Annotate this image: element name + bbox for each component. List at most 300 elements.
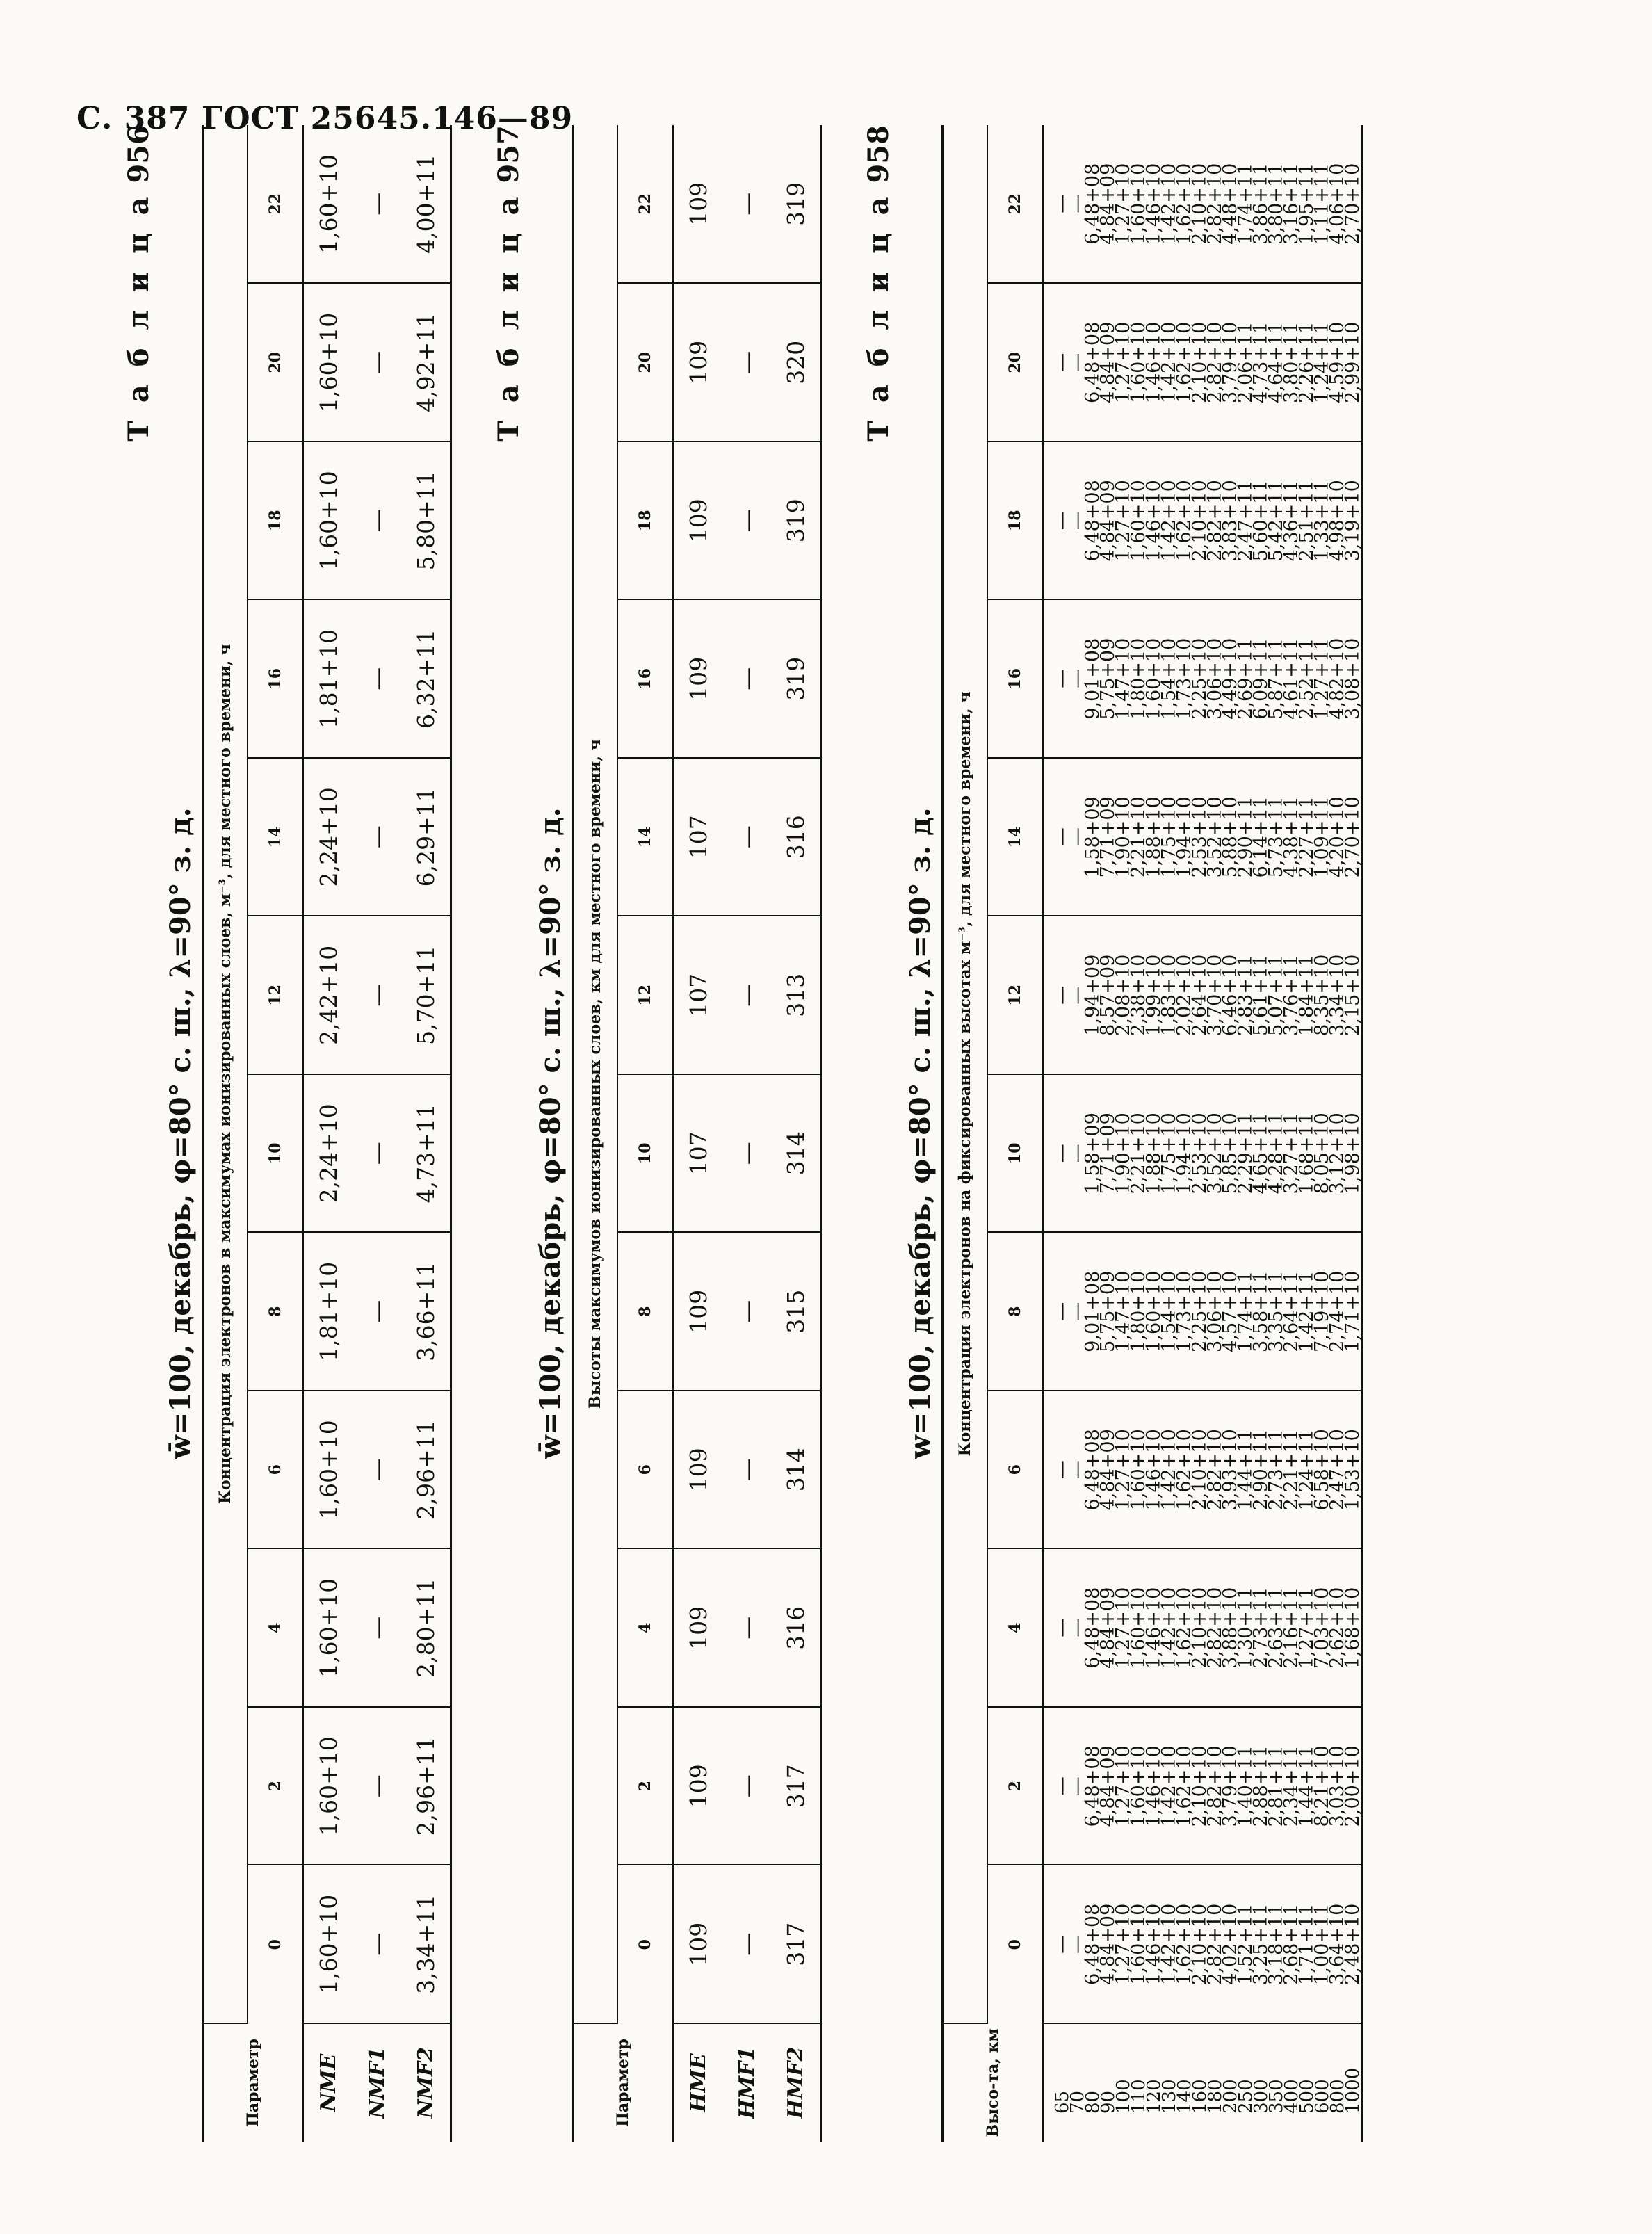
value-cell: 3,66+11: [401, 1233, 451, 1391]
value-column: [1043, 1391, 1362, 1549]
value-cell: 6,46+10: [1220, 954, 1241, 1036]
value-cell: 7,03+10: [1311, 1587, 1333, 1669]
value-cell: 3,06+10: [1204, 638, 1226, 720]
value-cell: 4,98+10: [1327, 480, 1348, 562]
hour-header: 12: [248, 916, 303, 1075]
value-cell: 314: [771, 1391, 821, 1549]
page-number: С. 387: [76, 101, 191, 136]
hour-header: 6: [248, 1391, 303, 1549]
value-cell: 3,52+10: [1204, 1112, 1226, 1195]
value-cell: —: [1051, 827, 1073, 847]
value-cell: 1,42+11: [1296, 1270, 1318, 1352]
value-cell: 1,73+10: [1174, 638, 1195, 720]
value-cell: 2,64+11: [1281, 1270, 1302, 1352]
value-cell: 1,27+10: [1112, 1903, 1134, 1985]
hour-header: 0: [248, 1865, 303, 2024]
value-cell: 4,84+09: [1097, 321, 1119, 403]
value-cell: 319: [771, 442, 821, 600]
value-cell: 3,34+11: [401, 1865, 451, 2024]
value-cell: —: [722, 284, 771, 442]
value-cell: 1,83+10: [1158, 954, 1180, 1036]
value-cell: 2,68+11: [1281, 1903, 1302, 1985]
value-cell: 1,62+10: [1174, 321, 1195, 403]
value-cell: 2,51+11: [1296, 480, 1318, 562]
value-cell: 1,60+10: [303, 442, 353, 600]
value-cell: 1,47+10: [1112, 638, 1134, 720]
altitude-value: 100: [1113, 2079, 1134, 2114]
value-cell: 1,80+10: [1128, 1270, 1149, 1352]
value-cell: 319: [771, 125, 821, 284]
value-cell: 4,38+11: [1281, 796, 1302, 878]
value-cell: 109: [673, 1549, 722, 1708]
value-cell: —: [353, 1391, 401, 1549]
hour-header: 12: [617, 916, 673, 1075]
value-cell: 1,88+10: [1143, 796, 1165, 878]
value-cell: 109: [673, 442, 722, 600]
value-cell: 1,42+10: [1158, 480, 1180, 562]
value-cell: 1,44+11: [1235, 1429, 1256, 1511]
value-cell: 2,47+11: [1235, 480, 1256, 562]
hour-header-row: [987, 125, 1043, 2142]
value-cell: 2,27+11: [1296, 796, 1318, 878]
value-cell: 2,47+10: [1327, 1429, 1348, 1511]
table-body: [1043, 125, 1362, 2142]
value-column: [1043, 600, 1362, 759]
value-cell: 2,62+10: [1327, 1587, 1348, 1669]
value-cell: 1,81+10: [303, 600, 353, 759]
value-cell: 1,60+10: [1128, 1429, 1149, 1511]
rotated-content: [118, 125, 1578, 2142]
value-cell: 2,64+10: [1189, 954, 1210, 1036]
value-cell: 6,48+08: [1082, 1587, 1103, 1669]
value-cell: 6,29+11: [401, 758, 451, 916]
hour-header: 12: [987, 916, 1043, 1075]
value-cell: 2,15+10: [1342, 954, 1363, 1036]
value-cell: 5,42+11: [1265, 480, 1287, 562]
value-cell: 9,01+08: [1082, 638, 1103, 720]
value-cell: 1,62+10: [1174, 1903, 1195, 1985]
value-cell: 4,02+10: [1220, 1903, 1241, 1985]
value-cell: 2,10+10: [1189, 1587, 1210, 1669]
value-cell: 1,81+10: [303, 1233, 353, 1391]
value-cell: 4,06+10: [1327, 163, 1348, 245]
value-cell: —: [353, 1865, 401, 2024]
hour-header: 20: [617, 284, 673, 442]
value-cell: 6,48+08: [1082, 163, 1103, 245]
value-cell: 6,58+10: [1311, 1429, 1333, 1511]
value-cell: —: [353, 442, 401, 600]
value-cell: —: [722, 758, 771, 916]
value-cell: 1,75+10: [1158, 1112, 1180, 1195]
value-cell: 107: [673, 1074, 722, 1233]
value-cell: 2,10+10: [1189, 321, 1210, 403]
value-cell: 3,79+10: [1220, 1745, 1241, 1827]
hour-header: 6: [987, 1391, 1043, 1549]
value-cell: 109: [673, 1865, 722, 2024]
value-cell: 4,61+11: [1281, 638, 1302, 720]
hour-header: 22: [248, 125, 303, 284]
value-cell: 3,86+11: [1250, 163, 1272, 245]
hour-header-row: [617, 125, 673, 2142]
hour-header: 14: [617, 758, 673, 916]
value-cell: 4,57+10: [1220, 1270, 1241, 1352]
value-cell: 4,64+11: [1265, 321, 1287, 403]
altitude-value: 130: [1159, 2079, 1180, 2114]
value-cell: 1,94+09: [1082, 954, 1103, 1036]
value-cell: 2,70+10: [1342, 796, 1363, 878]
value-cell: 4,36+11: [1281, 480, 1302, 562]
hour-header: 14: [987, 758, 1043, 916]
value-cell: 2,82+10: [1204, 1745, 1226, 1827]
value-cell: 4,84+09: [1097, 1745, 1119, 1827]
value-cell: 109: [673, 125, 722, 284]
table-956-subtitle: w̄=100, декабрь, φ=80° с. ш., λ=90° з. д.: [164, 807, 197, 1459]
altitude-value: 800: [1327, 2079, 1348, 2114]
value-cell: 2,29+11: [1235, 1112, 1256, 1195]
value-cell: 4,59+10: [1327, 321, 1348, 403]
value-cell: 109: [673, 1391, 722, 1549]
value-cell: 7,19+10: [1311, 1270, 1333, 1352]
value-cell: 319: [771, 600, 821, 759]
value-cell: —: [722, 1233, 771, 1391]
value-cell: 4,65+11: [1250, 1112, 1272, 1195]
value-cell: 1,42+10: [1158, 1903, 1180, 1985]
altitude-value: 250: [1236, 2079, 1256, 2114]
altitude-value: 120: [1144, 2079, 1165, 2114]
value-cell: 4,48+10: [1220, 163, 1241, 245]
value-cell: 316: [771, 758, 821, 916]
value-cell: 1,52+11: [1235, 1903, 1256, 1985]
hour-header: 4: [987, 1549, 1043, 1708]
value-cell: —: [1067, 194, 1088, 213]
value-cell: 3,06+10: [1204, 1270, 1226, 1352]
value-cell: 1,00+11: [1311, 1903, 1333, 1985]
hour-header-row: [248, 125, 303, 2142]
value-cell: —: [1051, 1776, 1073, 1796]
value-cell: 2,96+11: [401, 1707, 451, 1865]
hour-header: 4: [248, 1549, 303, 1708]
value-column: [1043, 916, 1362, 1075]
value-cell: 4,73+11: [1250, 321, 1272, 403]
hour-header: 0: [987, 1865, 1043, 2024]
value-cell: 2,10+10: [1189, 163, 1210, 245]
value-cell: —: [1051, 1618, 1073, 1637]
hour-header: 0: [617, 1865, 673, 2024]
value-cell: 2,10+10: [1189, 480, 1210, 562]
value-cell: 1,46+10: [1143, 1745, 1165, 1827]
value-cell: 3,19+10: [1342, 480, 1363, 562]
altitude-value: 180: [1205, 2079, 1226, 2114]
table-956-block: [118, 125, 452, 2142]
value-cell: 4,84+09: [1097, 480, 1119, 562]
param-header: Параметр: [573, 2023, 674, 2142]
value-cell: 315: [771, 1233, 821, 1391]
hour-header: 18: [617, 442, 673, 600]
altitude-value: 70: [1067, 2090, 1088, 2114]
value-cell: 2,90+11: [1235, 796, 1256, 878]
value-cell: 1,42+10: [1158, 1429, 1180, 1511]
value-cell: 5,61+11: [1250, 954, 1272, 1036]
table-row: [401, 125, 451, 2142]
value-cell: 9,01+08: [1082, 1270, 1103, 1352]
altitude-value: 90: [1098, 2090, 1119, 2114]
table-956-label: Т а б л и ц а956: [122, 125, 155, 442]
hour-header: 14: [248, 758, 303, 916]
value-cell: 4,20+10: [1327, 796, 1348, 878]
value-cell: 1,62+10: [1174, 1587, 1195, 1669]
value-cell: —: [1051, 1934, 1073, 1954]
table-caption: Концентрация электронов на фиксированных высотах м⁻³, для местного времени, ч: [943, 125, 988, 2023]
value-cell: 4,84+09: [1097, 1903, 1119, 1985]
value-cell: —: [353, 916, 401, 1075]
table-958: [941, 125, 1363, 2142]
value-cell: 3,16+11: [1281, 163, 1302, 245]
value-cell: 5,75+09: [1097, 1270, 1119, 1352]
value-cell: —: [722, 600, 771, 759]
param-cell: NMF2: [413, 2047, 438, 2119]
value-cell: 8,21+10: [1311, 1745, 1333, 1827]
value-cell: —: [1067, 353, 1088, 372]
value-cell: 1,60+10: [303, 1391, 353, 1549]
value-column: [1043, 1074, 1362, 1233]
value-column: [1043, 1707, 1362, 1865]
value-cell: 2,24+10: [303, 1074, 353, 1233]
value-cell: —: [1051, 1460, 1073, 1480]
value-cell: 1,62+10: [1174, 480, 1195, 562]
value-cell: 1,60+10: [303, 1707, 353, 1865]
value-cell: 2,21+11: [1281, 1429, 1302, 1511]
gost-number: ГОСТ 25645.146—89: [201, 101, 574, 136]
value-cell: 1,60+10: [1143, 1270, 1165, 1352]
value-cell: 3,76+11: [1281, 954, 1302, 1036]
value-cell: —: [1051, 1144, 1073, 1163]
value-cell: 1,44+11: [1296, 1745, 1318, 1827]
value-cell: 2,02+10: [1174, 954, 1195, 1036]
value-cell: —: [353, 1074, 401, 1233]
value-cell: —: [1051, 511, 1073, 531]
value-cell: 1,75+10: [1158, 796, 1180, 878]
value-cell: 320: [771, 284, 821, 442]
value-cell: 3,25+11: [1250, 1903, 1272, 1985]
value-cell: 107: [673, 916, 722, 1075]
param-cell: NMF1: [364, 2047, 389, 2119]
table-956: [202, 125, 452, 2142]
value-cell: 1,09+11: [1311, 796, 1333, 878]
altitude-value: 400: [1281, 2079, 1302, 2114]
value-cell: —: [1067, 1934, 1088, 1954]
value-cell: —: [1067, 1302, 1088, 1321]
value-cell: —: [1051, 669, 1073, 688]
value-column: [1043, 1233, 1362, 1391]
value-cell: 5,73+11: [1265, 796, 1287, 878]
value-cell: 2,73+11: [1265, 1429, 1287, 1511]
value-cell: 2,25+10: [1189, 638, 1210, 720]
value-cell: —: [1067, 1776, 1088, 1796]
value-cell: 3,58+11: [1250, 1270, 1272, 1352]
value-cell: —: [722, 1707, 771, 1865]
value-cell: 2,24+10: [303, 758, 353, 916]
value-cell: 1,27+11: [1296, 1587, 1318, 1669]
value-cell: 2,83+11: [1235, 954, 1256, 1036]
value-cell: —: [1067, 669, 1088, 688]
hour-header: 2: [987, 1707, 1043, 1865]
value-cell: 3,79+10: [1220, 321, 1241, 403]
value-cell: 1,62+10: [1174, 1745, 1195, 1827]
value-cell: 1,24+11: [1296, 1429, 1318, 1511]
value-cell: 3,80+11: [1265, 163, 1287, 245]
value-cell: —: [1067, 511, 1088, 531]
value-cell: 5,60+11: [1250, 480, 1272, 562]
table-caption: Высоты максимумов ионизированных слоев, км для местного времени, ч: [573, 125, 618, 2023]
value-cell: 2,10+10: [1189, 1429, 1210, 1511]
value-cell: 3,80+11: [1281, 321, 1302, 403]
value-cell: 1,71+11: [1296, 1903, 1318, 1985]
value-cell: 4,92+11: [401, 284, 451, 442]
value-cell: 313: [771, 916, 821, 1075]
value-cell: 109: [673, 1707, 722, 1865]
value-cell: 5,80+11: [401, 442, 451, 600]
value-cell: 3,93+10: [1220, 1429, 1241, 1511]
value-cell: 6,48+08: [1082, 1745, 1103, 1827]
value-cell: 1,60+10: [303, 1549, 353, 1708]
value-cell: 3,83+10: [1220, 480, 1241, 562]
value-cell: 1,46+10: [1143, 163, 1165, 245]
altitude-value: 500: [1297, 2079, 1318, 2114]
hour-header: 10: [987, 1074, 1043, 1233]
value-cell: 5,07+11: [1265, 954, 1287, 1036]
value-cell: 3,08+10: [1342, 638, 1363, 720]
value-cell: 2,10+10: [1189, 1903, 1210, 1985]
table-957: [572, 125, 822, 2142]
value-cell: 2,82+10: [1204, 1429, 1226, 1511]
value-cell: 1,47+10: [1112, 1270, 1134, 1352]
value-cell: 1,27+10: [1112, 1745, 1134, 1827]
table-958-block: [858, 125, 1363, 2142]
table-958-subtitle: w=100, декабрь, φ=80° с. ш., λ=90° з. д.: [904, 807, 937, 1459]
value-cell: 3,27+11: [1281, 1112, 1302, 1195]
value-cell: 1,60+10: [1128, 163, 1149, 245]
value-cell: —: [722, 1074, 771, 1233]
hour-header: 10: [248, 1074, 303, 1233]
value-cell: 1,80+10: [1128, 638, 1149, 720]
table-957-block: [488, 125, 822, 2142]
value-cell: 2,70+10: [1342, 163, 1363, 245]
param-cell: HMF1: [734, 2046, 759, 2119]
hour-header: 6: [617, 1391, 673, 1549]
value-cell: 2,34+11: [1281, 1745, 1302, 1827]
value-cell: 1,62+10: [1174, 163, 1195, 245]
value-cell: 4,28+11: [1265, 1112, 1287, 1195]
altitude-value: 80: [1083, 2090, 1103, 2114]
value-cell: 2,38+10: [1128, 954, 1149, 1036]
value-cell: 1,46+10: [1143, 1587, 1165, 1669]
value-column: [1043, 1865, 1362, 2024]
value-cell: 6,09+11: [1250, 638, 1272, 720]
value-cell: —: [353, 1549, 401, 1708]
value-cell: 1,27+10: [1112, 1587, 1134, 1669]
value-cell: 3,70+10: [1204, 954, 1226, 1036]
hour-header: 18: [248, 442, 303, 600]
value-cell: —: [1067, 985, 1088, 1005]
table-row: [771, 125, 821, 2142]
value-column: [1043, 284, 1362, 442]
value-cell: 3,03+10: [1327, 1745, 1348, 1827]
value-cell: 1,42+10: [1158, 1587, 1180, 1669]
value-cell: 2,82+10: [1204, 1903, 1226, 1985]
value-cell: 3,12+10: [1327, 1112, 1348, 1195]
value-cell: 5,87+11: [1265, 638, 1287, 720]
value-cell: 1,54+10: [1158, 638, 1180, 720]
value-cell: —: [722, 1865, 771, 2024]
value-cell: 1,11+11: [1311, 163, 1333, 245]
value-cell: 5,70+11: [401, 916, 451, 1075]
altitude-value: 600: [1312, 2079, 1333, 2114]
altitude-value: 110: [1128, 2079, 1149, 2114]
value-cell: 8,35+10: [1311, 954, 1333, 1036]
value-cell: 1,84+11: [1296, 954, 1318, 1036]
value-cell: 1,58+09: [1082, 1112, 1103, 1195]
value-cell: 1,58+09: [1082, 796, 1103, 878]
value-cell: 1,99+10: [1143, 954, 1165, 1036]
value-cell: 1,94+10: [1174, 796, 1195, 878]
value-cell: 1,73+10: [1174, 1270, 1195, 1352]
value-cell: —: [1067, 827, 1088, 847]
value-cell: —: [1051, 1302, 1073, 1321]
altitude-value: 200: [1220, 2079, 1241, 2114]
hour-header: 8: [617, 1233, 673, 1391]
value-cell: 2,21+10: [1128, 1112, 1149, 1195]
value-cell: 2,82+10: [1204, 480, 1226, 562]
value-cell: —: [1067, 1144, 1088, 1163]
hour-header: 8: [248, 1233, 303, 1391]
value-column: [1043, 125, 1362, 284]
value-cell: 6,48+08: [1082, 1429, 1103, 1511]
value-cell: 1,27+10: [1112, 163, 1134, 245]
altitude-value: 140: [1174, 2079, 1195, 2114]
value-cell: 1,95+11: [1296, 163, 1318, 245]
value-cell: 2,16+11: [1281, 1587, 1302, 1669]
value-cell: —: [353, 600, 401, 759]
value-cell: —: [353, 758, 401, 916]
value-cell: —: [353, 1233, 401, 1391]
value-cell: 317: [771, 1865, 821, 2024]
value-cell: 1,42+10: [1158, 1745, 1180, 1827]
value-cell: 7,71+09: [1097, 1112, 1119, 1195]
value-cell: 1,60+10: [303, 1865, 353, 2024]
table-958-label: Т а б л и ц а958: [862, 125, 895, 442]
hour-header: 2: [617, 1707, 673, 1865]
value-cell: 2,10+10: [1189, 1745, 1210, 1827]
altitude-value: 65: [1052, 2090, 1073, 2114]
hour-header: 16: [248, 600, 303, 759]
value-cell: 2,63+11: [1265, 1587, 1287, 1669]
hour-header: 16: [617, 600, 673, 759]
value-cell: 1,33+11: [1311, 480, 1333, 562]
value-cell: 2,80+11: [401, 1549, 451, 1708]
value-cell: 1,42+10: [1158, 163, 1180, 245]
hour-header: 22: [617, 125, 673, 284]
param-cell: HMF2: [783, 2046, 808, 2119]
value-cell: 5,85+10: [1220, 1112, 1241, 1195]
value-cell: —: [1067, 1618, 1088, 1637]
table-row: [1043, 125, 1362, 2142]
hour-header: 20: [987, 284, 1043, 442]
table-caption: Концентрация электронов в максимумах ионизированных слоев, м⁻³, для местного времени, ч: [203, 125, 248, 2023]
value-cell: 1,94+10: [1174, 1112, 1195, 1195]
value-cell: 3,64+10: [1327, 1903, 1348, 1985]
hour-header: 20: [248, 284, 303, 442]
value-cell: —: [353, 284, 401, 442]
